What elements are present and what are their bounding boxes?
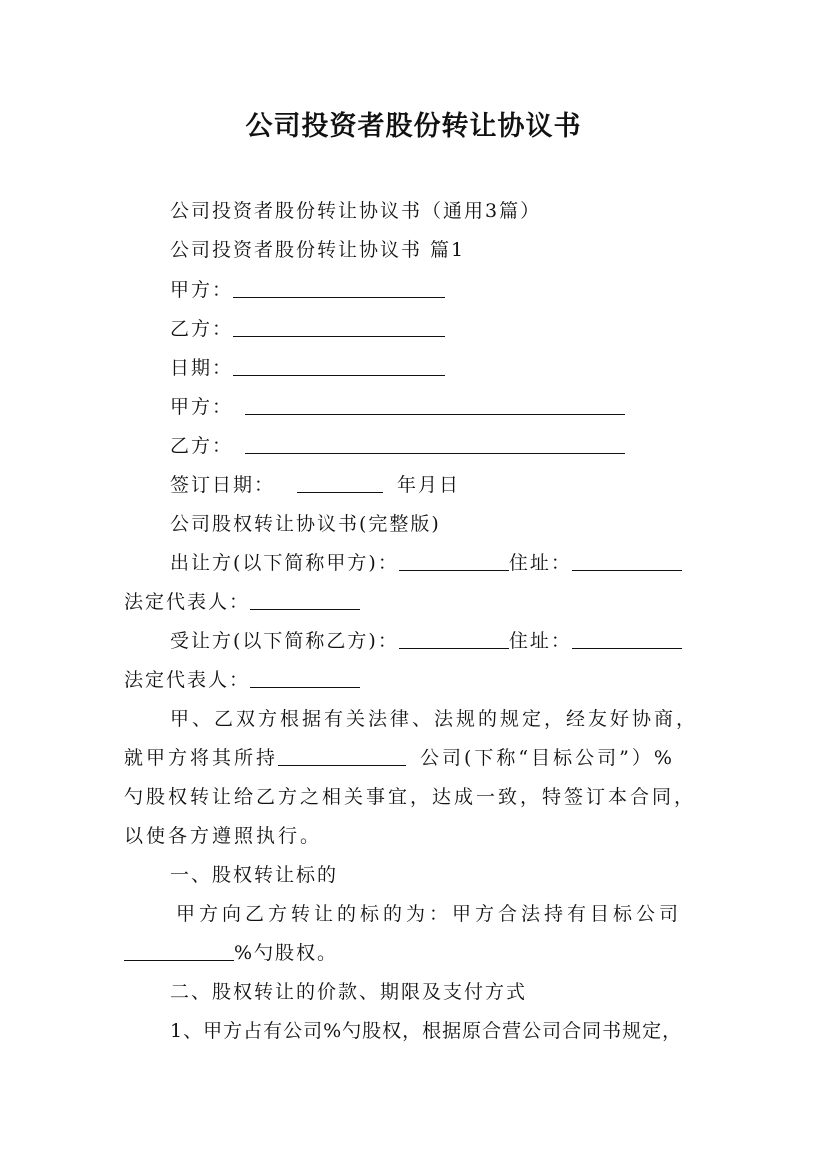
transferee-address-blank[interactable] bbox=[572, 630, 682, 649]
para1-line4: 以使各方遵照执行。 bbox=[124, 825, 323, 847]
para1-line2-end: 公司(下称“目标公司”）% bbox=[420, 747, 675, 769]
transferor-blank[interactable] bbox=[399, 552, 509, 571]
document-title: 公司投资者股份转让协议书 bbox=[245, 111, 582, 142]
transferee-blank[interactable] bbox=[399, 630, 509, 649]
party-a-label-2: 甲方： bbox=[170, 396, 234, 418]
target-company-blank[interactable] bbox=[278, 747, 406, 766]
party-b-blank[interactable] bbox=[233, 318, 445, 337]
transferor-legal-rep-label: 法定代表人： bbox=[124, 591, 251, 613]
transferor-legal-rep-blank[interactable] bbox=[250, 591, 360, 610]
section1-heading: 一、股权转让标的 bbox=[170, 864, 339, 886]
sign-date-label: 签订日期： bbox=[170, 474, 276, 496]
date-line bbox=[170, 354, 445, 382]
part1-heading: 公司投资者股份转让协议书 篇1 bbox=[170, 239, 466, 261]
sign-date-blank[interactable] bbox=[297, 474, 383, 493]
sign-date-suffix: 年月日 bbox=[397, 474, 461, 496]
transferee-legal-rep-label: 法定代表人： bbox=[124, 669, 251, 691]
section2-heading: 二、股权转让的价款、期限及支付方式 bbox=[170, 981, 528, 1003]
party-a-blank[interactable] bbox=[233, 279, 445, 298]
para1-line1: 甲、乙双方根据有关法律、法规的规定，经友好协商， bbox=[170, 708, 699, 730]
party-a-blank-2[interactable] bbox=[245, 396, 625, 415]
transferee-legal-rep-blank[interactable] bbox=[250, 669, 360, 688]
date-label: 日期： bbox=[170, 357, 234, 379]
document-subtitle: 公司投资者股份转让协议书（通用3篇） bbox=[170, 200, 542, 222]
transferee-line bbox=[170, 627, 682, 655]
transferor-line bbox=[170, 549, 682, 577]
para1-line3: 勺股权转让给乙方之相关事宜，达成一致，特签订本合同， bbox=[124, 786, 697, 808]
transferor-address-blank[interactable] bbox=[572, 552, 682, 571]
section1-line2 bbox=[124, 939, 338, 967]
section1-line2-text: %勺股权。 bbox=[234, 942, 339, 964]
section1-line1: 甲方向乙方转让的标的为：甲方合法持有目标公司 bbox=[176, 903, 683, 925]
transferee-label: 受让方(以下简称乙方)： bbox=[170, 630, 399, 652]
transferee-legal-rep-line bbox=[124, 666, 360, 694]
party-b-blank-2[interactable] bbox=[245, 435, 625, 454]
transferor-label: 出让方(以下简称甲方)： bbox=[170, 552, 399, 574]
sign-date-line bbox=[170, 471, 460, 499]
party-a-label: 甲方： bbox=[170, 279, 234, 301]
para1-line2-start: 就甲方将其所持 bbox=[124, 747, 279, 769]
transferee-address-label: 住址： bbox=[508, 630, 572, 652]
party-a-line-2 bbox=[170, 393, 625, 421]
party-b-line bbox=[170, 315, 445, 343]
transferor-legal-rep-line bbox=[124, 588, 360, 616]
contract-title: 公司股权转让协议书(完整版) bbox=[170, 513, 441, 535]
party-b-label: 乙方： bbox=[170, 318, 234, 340]
section2-line1: 1、甲方占有公司%勺股权，根据原合营公司合同书规定， bbox=[170, 1020, 683, 1042]
share-percent-blank[interactable] bbox=[124, 942, 234, 961]
transferor-address-label: 住址： bbox=[508, 552, 572, 574]
party-a-line bbox=[170, 276, 445, 304]
date-blank[interactable] bbox=[233, 357, 445, 376]
para1-line2 bbox=[124, 744, 675, 772]
party-b-line-2 bbox=[170, 432, 625, 460]
party-b-label-2: 乙方： bbox=[170, 435, 234, 457]
